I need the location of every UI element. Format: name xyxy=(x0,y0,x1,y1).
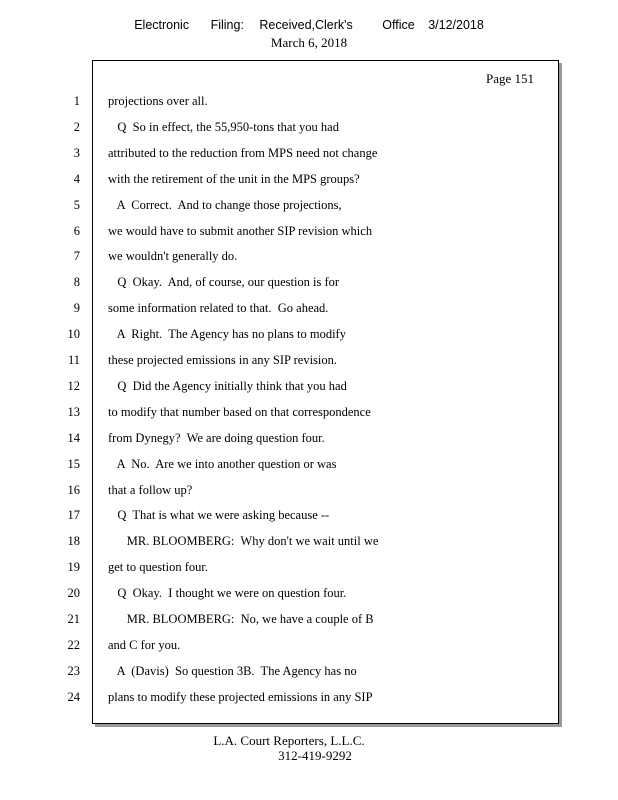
line-text: A No. Are we into another question or was xyxy=(108,456,337,471)
line-text: Q Did the Agency initially think that you had xyxy=(108,378,347,393)
line-number: 13 xyxy=(67,404,80,419)
line-number: 23 xyxy=(67,663,80,678)
reporter-phone: 312-419-9292 xyxy=(278,748,352,763)
line-number: 14 xyxy=(67,430,80,445)
line-number: 3 xyxy=(73,145,80,160)
line-number: 10 xyxy=(67,327,80,342)
line-number: 21 xyxy=(67,612,80,626)
line-number: 2 xyxy=(73,119,80,134)
line-text: we would have to submit another SIP revision which xyxy=(108,223,373,238)
line-number: 15 xyxy=(67,456,80,471)
line-number: 5 xyxy=(73,197,80,212)
line-text: we wouldn't generally do. xyxy=(108,249,238,264)
line-text: A Correct. And to change those projections, xyxy=(108,197,342,212)
line-text: Q Okay. And, of course, our question is for xyxy=(108,275,340,290)
stamp-date: 3/12/2018 xyxy=(428,18,484,32)
line-text: plans to modify these projected emissions in any SIP xyxy=(108,689,373,704)
line-number: 18 xyxy=(67,534,80,549)
line-text: with the retirement of the unit in the MPS groups? xyxy=(108,171,360,186)
line-text: A (Davis) So question 3B. The Agency has no xyxy=(108,663,357,678)
line-number: 11 xyxy=(67,353,80,367)
line-text: MR. BLOOMBERG: Why don't we wait until we xyxy=(108,534,379,549)
line-number: 1 xyxy=(73,94,80,108)
line-text: and C for you. xyxy=(108,637,181,652)
line-text: to modify that number based on that correspondence xyxy=(108,404,371,419)
line-text: from Dynegy? We are doing question four. xyxy=(108,430,325,445)
stamp-electronic: Electronic xyxy=(134,18,190,32)
line-text: these projected emissions in any SIP revision. xyxy=(108,353,338,367)
line-text: projections over all. xyxy=(108,94,208,108)
line-number: 20 xyxy=(67,586,80,601)
stamp-filing: Filing: xyxy=(210,18,244,32)
line-number: 8 xyxy=(73,275,80,290)
line-number: 12 xyxy=(67,378,80,393)
line-text: A Right. The Agency has no plans to modify xyxy=(108,327,346,342)
reporter-company: L.A. Court Reporters, L.L.C. xyxy=(213,733,365,748)
line-text: Q That is what we were asking because -- xyxy=(108,508,330,523)
stamp-office: Office xyxy=(382,18,415,32)
line-text: Q So in effect, the 55,950-tons that you had xyxy=(108,119,339,134)
line-number: 24 xyxy=(67,689,80,704)
line-number: 16 xyxy=(67,482,80,497)
line-number: 6 xyxy=(73,223,80,238)
line-text: attributed to the reduction from MPS need not change xyxy=(108,145,378,160)
line-text: MR. BLOOMBERG: No, we have a couple of B xyxy=(108,612,374,626)
line-text: Q Okay. I thought we were on question four. xyxy=(108,586,347,601)
line-text: that a follow up? xyxy=(108,482,193,497)
page-number: Page 151 xyxy=(485,71,534,86)
line-number: 7 xyxy=(73,249,80,264)
transcript-date: March 6, 2018 xyxy=(270,35,348,50)
line-number: 19 xyxy=(67,560,80,575)
line-text: get to question four. xyxy=(108,560,208,575)
filing-stamp xyxy=(0,18,618,33)
line-number: 22 xyxy=(67,637,80,652)
line-number: 4 xyxy=(73,171,80,186)
line-text: some information related to that. Go ahead. xyxy=(108,301,329,316)
stamp-received: Received,Clerk's xyxy=(259,18,353,32)
line-number: 9 xyxy=(73,301,80,316)
line-number: 17 xyxy=(67,508,80,523)
